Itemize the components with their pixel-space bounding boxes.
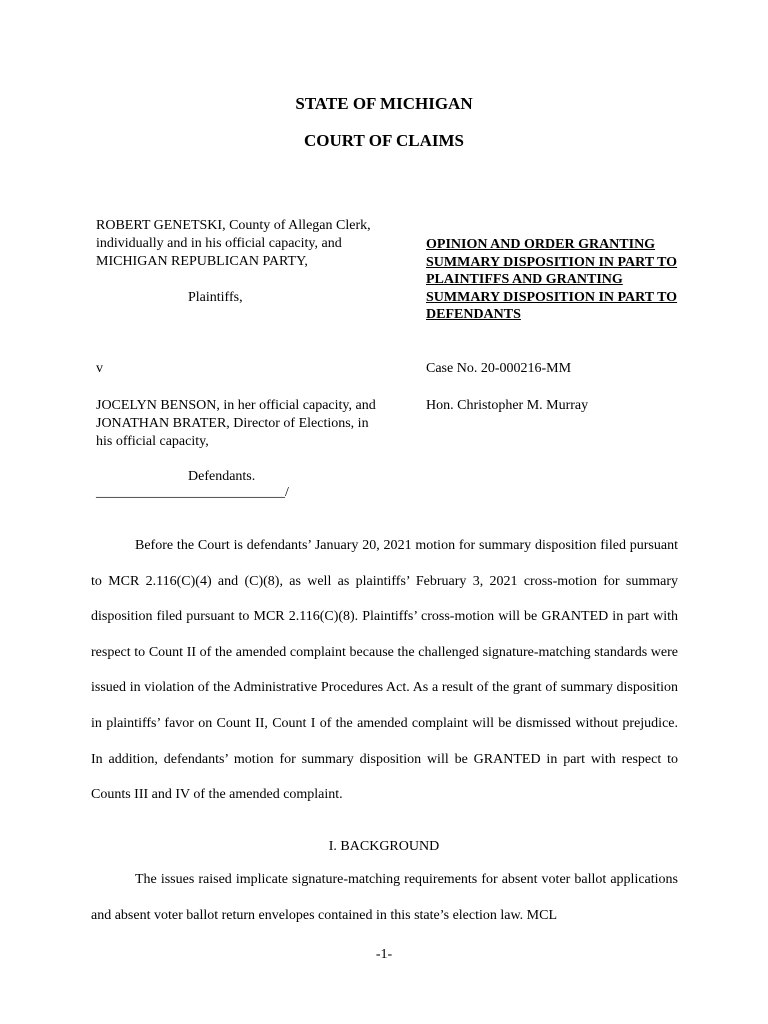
section-heading: I. BACKGROUND xyxy=(328,839,440,854)
court-heading: COURT OF CLAIMS xyxy=(304,131,464,150)
opinion-title-line: PLAINTIFFS AND GRANTING xyxy=(426,272,623,287)
defendant-line: his official capacity, xyxy=(96,434,209,449)
defendant-line: JONATHAN BRATER, Director of Elections, in xyxy=(96,416,369,431)
defendants-label: Defendants. xyxy=(188,469,256,484)
plaintiff-line: MICHIGAN REPUBLICAN PARTY, xyxy=(96,254,308,269)
intro-paragraph-text: Before the Court is defendants’ January 20, 2021 motion for summary disposition filed pursuant to MCR 2.116(C)(4) and (C)(8), as well as plaintiffs’ February 3, 2021 cross-motion for summary disposition filed pursuant to MCR 2.116(C)(8). Plaintiffs’ cross-motion will be GRANTED in part with respect to Count II of the amended complaint because the challenged signature-matching standards were issued in violation of the Administrative Procedures Act. As a result of the grant of summary disposition in plaintiffs’ favor on Count II, Count I of the amended complaint will be dismissed without prejudice. In addition, defendants’ motion for summary disposition will be GRANTED in part with respect to Counts III and IV of the amended complaint. xyxy=(91,538,678,803)
opinion-title-line: DEFENDANTS xyxy=(426,307,521,322)
opinion-title-line: SUMMARY DISPOSITION IN PART TO xyxy=(426,289,678,305)
versus-label: v xyxy=(96,361,103,376)
opinion-title-line: SUMMARY DISPOSITION IN PART TO xyxy=(426,254,678,270)
plaintiff-line: individually and in his official capacity, and xyxy=(96,236,342,251)
opinion-title-line: OPINION AND ORDER GRANTING xyxy=(426,237,656,252)
page-number: -1- xyxy=(375,947,393,962)
case-number: Case No. 20-000216-MM xyxy=(426,361,572,376)
plaintiff-line: ROBERT GENETSKI, County of Allegan Clerk, xyxy=(96,218,371,233)
defendant-line: JOCELYN BENSON, in her official capacity, and xyxy=(96,398,376,413)
judge-name: Hon. Christopher M. Murray xyxy=(426,398,589,413)
intro-paragraph xyxy=(91,528,678,813)
background-paragraph-text: The issues raised implicate signature-matching requirements for absent voter ballot applications and absent voter ballot return envelopes contained in this state’s election law. MCL xyxy=(91,872,678,923)
opinion-title xyxy=(426,236,716,324)
background-paragraph xyxy=(91,862,678,933)
caption-underline: ___________________________/ xyxy=(96,485,289,500)
state-heading: STATE OF MICHIGAN xyxy=(295,94,473,113)
plaintiffs-label: Plaintiffs, xyxy=(188,290,243,305)
